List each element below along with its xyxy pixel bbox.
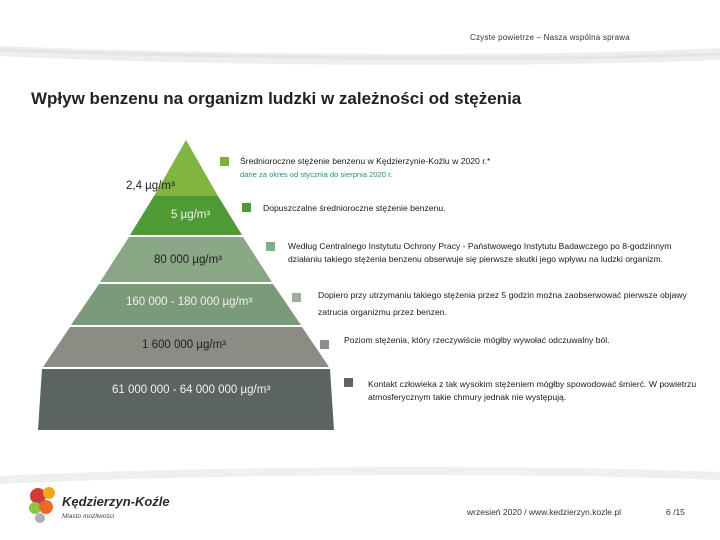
note-6-marker	[344, 378, 353, 387]
note-2-marker	[242, 203, 251, 212]
city-logo-icon	[24, 482, 64, 528]
pyramid-label-6: 61 000 000 - 64 000 000 µg/m³	[112, 384, 271, 396]
note-5-marker	[320, 340, 329, 349]
note-1-text: Średnioroczne stężenie benzenu w Kędzierzynie-Koźlu w 2020 r.*	[240, 156, 491, 166]
header-wave-decoration	[0, 40, 720, 80]
note-4-marker	[292, 293, 301, 302]
pyramid-label-3: 80 000 µg/m³	[154, 254, 222, 266]
pyramid-label-2: 5 µg/m³	[171, 209, 211, 221]
footer-date-website: wrzesień 2020 / www.kedzierzyn.kozle.pl	[467, 507, 622, 517]
pyramid-label-5: 1 600 000 µg/m³	[142, 339, 226, 351]
city-logo	[22, 482, 170, 530]
page-title: Wpływ benzenu na organizm ludzki w zależności od stężenia	[31, 89, 522, 108]
note-6: Kontakt człowieka z tak wysokim stężeniem mógłby spowodować śmierć. W powietrzu atmosferycznym takie chmury jednak nie występują.	[368, 379, 697, 402]
note-1	[240, 154, 540, 181]
note-5: Poziom stężenia, który rzeczywiście mógłby wywołać odczuwalny ból.	[344, 335, 610, 345]
city-logo-slogan: Miasto możliwości	[62, 513, 115, 520]
note-4: Dopiero przy utrzymaniu takiego stężenia przez 5 godzin można zaobserwować pierwsze objawy zatrucia organizmu przez benzen.	[318, 290, 687, 317]
note-1-subtext: dane za okres od stycznia do sierpnia 2020 r.	[240, 170, 393, 179]
note-3-marker	[266, 242, 275, 251]
note-1-marker	[220, 157, 229, 166]
note-2: Dopuszczalne średnioroczne stężenie benzenu.	[263, 203, 446, 213]
pyramid-label-4: 160 000 - 180 000 µg/m³	[126, 296, 253, 308]
note-3: Według Centralnego Instytutu Ochrony Pracy - Państwowego Instytutu Badawczego po 8-godzinnym działaniu takiego stężenia benzenu obserwuje się pierwsze skutki jego wpływu na ludzki organizm.	[288, 241, 672, 264]
city-logo-name: Kędzierzyn-Koźle	[62, 494, 170, 509]
page-number: 6 /15	[666, 507, 685, 517]
pyramid-label-1: 2,4 µg/m³	[126, 180, 175, 192]
header-tagline: Czyste powietrze – Nasza wspólna sprawa	[470, 33, 630, 42]
